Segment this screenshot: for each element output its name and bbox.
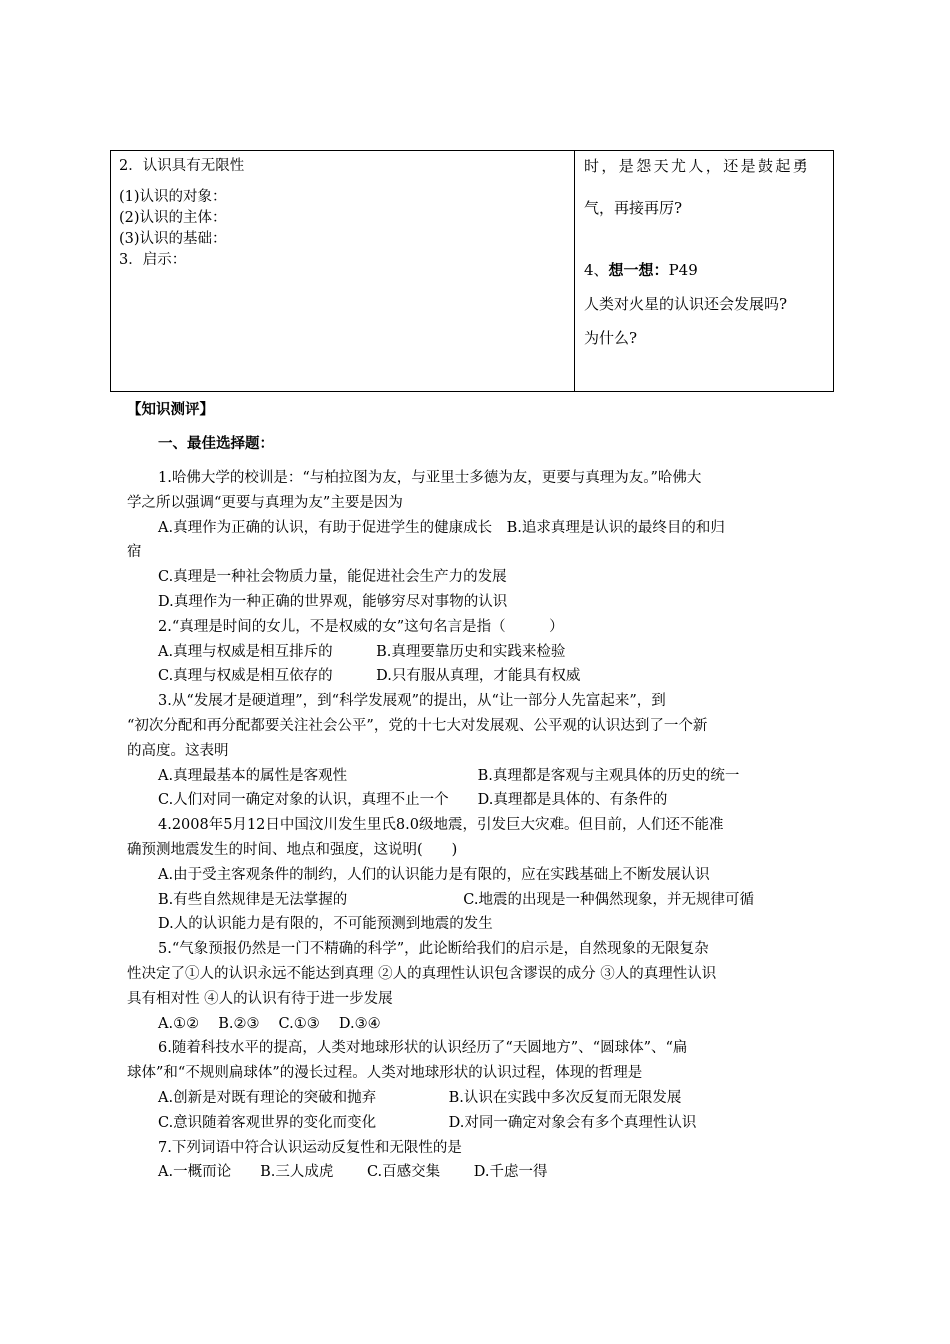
question-list xyxy=(127,466,827,1185)
question-line: 6.随着科技水平的提高，人类对地球形状的认识经历了“天圆地方”、“圆球体”、“扁 xyxy=(158,1040,688,1057)
question-line: 5.“气象预报仍然是一门不精确的科学”，此论断给我们的启示是，自然现象的无限复杂 xyxy=(158,941,709,958)
question-line: 3.从“发展才是硬道理”，到“科学发展观”的提出，从“让一部分人先富起来”，到 xyxy=(158,693,666,710)
question-line: C.真理是一种社会物质力量，能促进社会生产力的发展 xyxy=(158,569,507,586)
question-line: 7.下列词语中符合认识运动反复性和无限性的是 xyxy=(158,1139,462,1156)
question-line: C.真理与权威是相互依存的 D.只有服从真理，才能具有权威 xyxy=(158,668,581,685)
table-divider xyxy=(574,151,575,391)
table-left-cell xyxy=(119,155,567,271)
question-line: C.意识随着客观世界的变化而变化 D.对同一确定对象会有多个真理性认识 xyxy=(158,1114,697,1131)
question-line: A.由于受主客观条件的制约，人们的认识能力是有限的，应在实践基础上不断发展认识 xyxy=(158,866,710,883)
question-line: 1.哈佛大学的校训是：“与柏拉图为友，与亚里士多德为友，更要与真理为友。”哈佛大 xyxy=(158,470,702,486)
right-line: 为什么? xyxy=(584,329,638,347)
question-line: B.有些自然规律是无法掌握的 C.地震的出现是一种偶然现象，并无规律可循 xyxy=(158,891,754,908)
question-line: A.真理最基本的属性是客观性 B.真理都是客观与主观具体的历史的统一 xyxy=(158,767,740,784)
question-line: D.真理作为一种正确的世界观，能够穷尽对事物的认识 xyxy=(158,593,508,610)
question-line: 性决定了①人的认识永远不能达到真理 ②人的真理性认识包含谬误的成分 ③人的真理性认识 xyxy=(127,965,717,982)
right-line: 4、想一想：P49 xyxy=(584,261,698,279)
question-line: 的高度。这表明 xyxy=(127,742,229,759)
question-line: 学之所以强调“更要与真理为友”主要是因为 xyxy=(127,494,403,511)
left-line: (1)认识的对象： xyxy=(119,189,227,205)
question-line: A.创新是对既有理论的突破和抛弃 B.认识在实践中多次反复而无限发展 xyxy=(158,1089,682,1106)
right-line: 气，再接再厉? xyxy=(584,199,683,217)
right-line: 时，是怨天尤人，还是鼓起勇 xyxy=(584,157,811,175)
question-line: A.真理作为正确的认识，有助于促进学生的健康成长 B.追求真理是认识的最终目的和归 xyxy=(158,519,725,536)
question-line: 确预测地震发生的时间、地点和强度，这说明( ) xyxy=(127,841,458,858)
question-line: 4.2008年5月12日中国汶川发生里氏8.0级地震，引发巨大灾难。但目前，人们还不能准 xyxy=(158,817,724,834)
table-right-cell xyxy=(584,155,832,349)
left-line: (2)认识的主体： xyxy=(119,210,227,226)
question-line: C.人们对同一确定对象的认识，真理不止一个 D.真理都是具体的、有条件的 xyxy=(158,792,668,809)
left-line: (3)认识的基础： xyxy=(119,231,227,247)
question-line: A.真理与权威是相互排斥的 B.真理要靠历史和实践来检验 xyxy=(158,643,566,660)
left-line: 2．认识具有无限性 xyxy=(119,158,245,174)
question-line: 宿 xyxy=(127,544,142,561)
question-line: 2.“真理是时间的女儿，不是权威的女”这句名言是指（ ） xyxy=(158,618,564,635)
question-line: 球体”和“不规则扁球体”的漫长过程。人类对地球形状的认识过程，体现的哲理是 xyxy=(127,1065,643,1082)
left-line: 3．启示： xyxy=(119,252,187,268)
question-line: 具有相对性 ④人的认识有待于进一步发展 xyxy=(127,990,393,1007)
content-table xyxy=(110,150,834,392)
question-line: A.一概而论 B.三人成虎 C.百感交集 D.千虑一得 xyxy=(158,1164,548,1181)
subsection-title: 一、最佳选择题： xyxy=(158,435,274,452)
question-line: A.①② B.②③ C.①③ D.③④ xyxy=(158,1015,381,1032)
question-line: “初次分配和再分配都要关注社会公平”，党的十七大对发展观、公平观的认识达到了一个新 xyxy=(127,717,708,734)
question-line: D.人的认识能力是有限的，不可能预测到地震的发生 xyxy=(158,916,493,933)
right-line: 人类对火星的认识还会发展吗? xyxy=(584,295,788,313)
section-title: 【知识测评】 xyxy=(127,401,214,418)
